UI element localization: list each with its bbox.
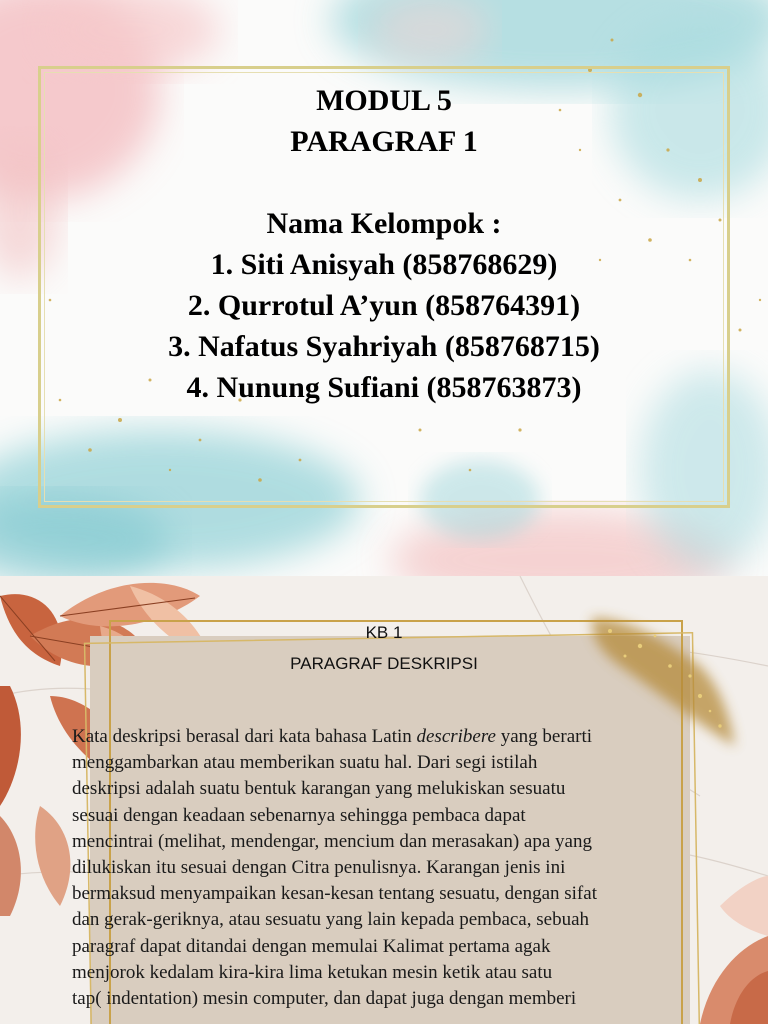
group-label: Nama Kelompok : [266,207,502,240]
kb-title: KB 1 [365,623,403,642]
paragraph-line: dilukiskan itu sesuai dengan Citra penulisnya. Karangan jenis ini [72,857,566,879]
topic-title: PARAGRAF 1 [290,125,478,158]
title-block [38,80,730,408]
paragraph-line: menjorok kedalam kira-kira lima ketukan mesin ketik atau satu [72,961,553,983]
body-paragraph [72,724,712,1012]
paragraph-line: paragraf dapat ditandai dengan memulai Kalimat pertama agak [72,935,551,957]
latin-term: describere [416,726,496,747]
section-subtitle: PARAGRAF DESKRIPSI [290,654,478,673]
content-slide [0,576,768,1024]
paragraph-line: mencintrai (melihat, mendengar, mencium dan merasakan) apa yang [72,830,592,852]
member-item: 3. Nafatus Syahriyah (858768715) [168,330,600,363]
paragraph-line: menggambarkan atau memberikan suatu hal. Dari segi istilah [72,752,538,774]
member-item: 1. Siti Anisyah (858768629) [210,248,558,281]
module-title: MODUL 5 [316,84,452,117]
member-item: 4. Nunung Sufiani (858763873) [186,371,582,404]
member-item: 2. Qurrotul A’yun (858764391) [187,289,581,322]
paragraph-line: sesuai dengan keadaan sebenarnya sehingga pembaca dapat [72,804,526,826]
paragraph-line: dan gerak-geriknya, atau sesuatu yang lain kepada pembaca, sebuah [72,909,589,931]
paragraph-line: bermaksud menyampaikan kesan-kesan tentang sesuatu, dengan sifat [72,883,597,905]
paragraph-line: tap( indentation) mesin computer, dan dapat juga dengan memberi [72,988,577,1010]
paragraph-line: Kata deskripsi berasal dari kata bahasa Latin describere yang berarti [72,726,593,747]
paragraph-line: deskripsi adalah suatu bentuk karangan yang melukiskan sesuatu [72,778,566,800]
